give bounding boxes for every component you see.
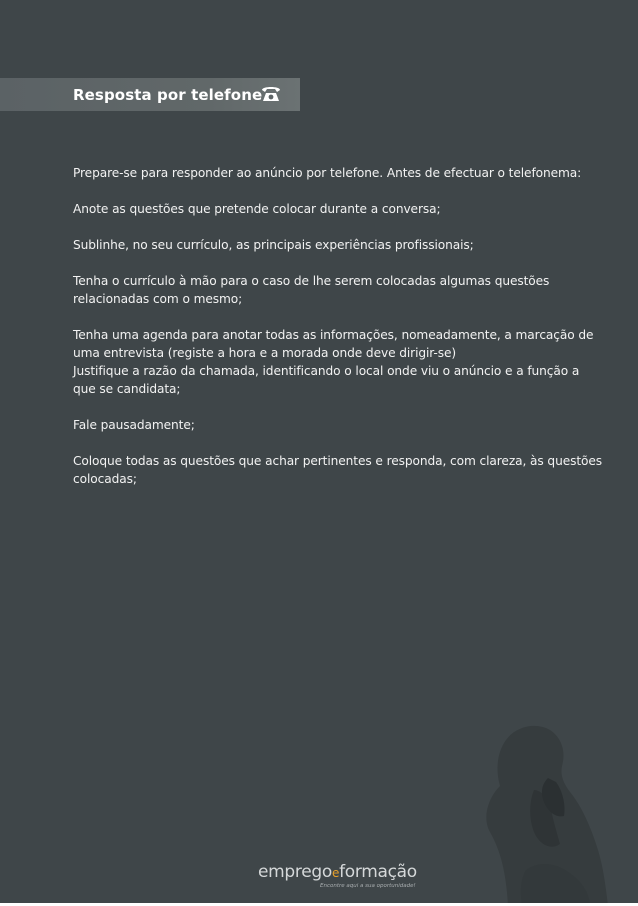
paragraph-fale: Fale pausadamente; [73, 418, 195, 432]
paragraph-agenda: Tenha uma agenda para anotar todas as informações, nomeadamente, a marcação de uma entrevista (registe a hora e a morada onde deve dirigir-se) [73, 328, 594, 360]
paragraph-curriculo: Tenha o currículo à mão para o caso de lhe serem colocadas algumas questões relacionadas com o mesmo; [73, 274, 550, 306]
logo-tagline: Encontre aqui a sua oportunidade! [320, 883, 416, 889]
logo-word-emprego: emprego [258, 862, 332, 882]
paragraph-intro: Prepare-se para responder ao anúncio por telefone. Antes de efectuar o telefonema: [73, 166, 582, 180]
section-title: Resposta por telefone [73, 86, 263, 104]
logo-word-e: e [331, 866, 340, 880]
body-text [73, 164, 603, 506]
paragraph-coloque: Coloque todas as questões que achar pertinentes e responda, com clareza, às questões colocadas; [73, 454, 603, 486]
telephone-icon [260, 84, 282, 104]
woman-on-phone-silhouette [430, 720, 638, 906]
paragraph-justifique: Justifique a razão da chamada, identificando o local onde viu o anúncio e a função a que se candidata; [73, 364, 580, 396]
paragraph-anote: Anote as questões que pretende colocar durante a conversa; [73, 202, 441, 216]
paragraph-sublinhe: Sublinhe, no seu currículo, as principais experiências profissionais; [73, 238, 474, 252]
emprego-e-formacao-logo [258, 862, 438, 892]
logo-word-formacao: formação [339, 862, 417, 882]
